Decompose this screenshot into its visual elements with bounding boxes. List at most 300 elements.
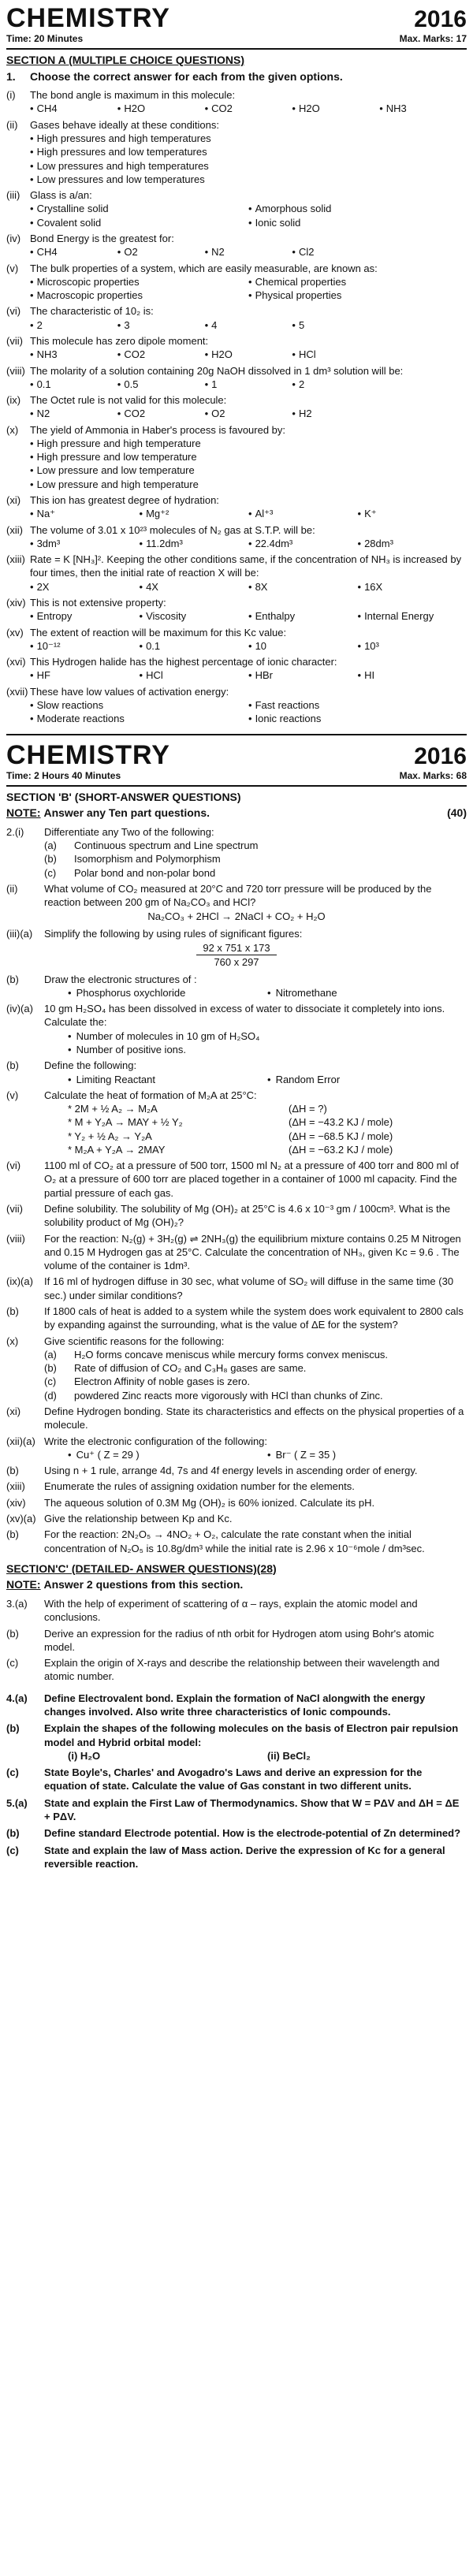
sub-number: (a) bbox=[44, 839, 57, 851]
paper-a-year: 2016 bbox=[414, 6, 467, 32]
mcq-option: • 5 bbox=[292, 318, 379, 332]
reaction: * M₂A + Y₂A → 2MAY bbox=[68, 1143, 166, 1156]
question-2-xii-b bbox=[6, 1464, 467, 1477]
mcq-text: The bond angle is maximum in this molecule: bbox=[30, 89, 236, 102]
mcq-option: • Na⁺ bbox=[30, 507, 140, 520]
question-number: (viii) bbox=[6, 1232, 25, 1245]
paper-a-meta bbox=[6, 32, 467, 50]
mcq-option: • HF bbox=[30, 668, 140, 682]
mcq-text: Glass is a/an: bbox=[30, 189, 92, 202]
mcq-option: • 3dm³ bbox=[30, 537, 140, 550]
mcq-number: (vii) bbox=[6, 334, 23, 347]
sub-part bbox=[6, 839, 467, 852]
question-text: Simplify the following by using rules of significant figures: bbox=[44, 927, 303, 940]
mcq-option: • Low pressures and low temperatures bbox=[30, 173, 467, 186]
question-2-xiv bbox=[6, 1496, 467, 1509]
question-text: Differentiate any Two of the following: bbox=[44, 825, 214, 838]
question-text: For the reaction: 2N₂O₅ → 4NO₂ + O₂, calculate the rate constant when the initial concentration of N₂O₅ is 10.8g/dm³ while the initial rate is 2.96 x 10⁻⁶mole / dm³sec. bbox=[44, 1528, 425, 1554]
question-2-iv-a bbox=[6, 1002, 467, 1029]
question-3-b bbox=[6, 1627, 467, 1655]
reaction-row bbox=[68, 1143, 467, 1156]
mcq-option: • Slow reactions bbox=[30, 698, 248, 712]
question-number: (b) bbox=[6, 1528, 19, 1541]
bullet-pair bbox=[6, 986, 467, 1000]
question-2-xv-a bbox=[6, 1512, 467, 1525]
mcq-option: • 10 bbox=[248, 639, 358, 653]
enthalpy: (ΔH = ?) bbox=[289, 1103, 327, 1115]
sub-text: Continuous spectrum and Line spectrum bbox=[74, 839, 259, 851]
question-2-iii-b bbox=[6, 973, 467, 986]
instruction-text: Choose the correct answer for each from the given options. bbox=[30, 69, 343, 83]
bullet-item: • Br⁻ ( Z = 35 ) bbox=[267, 1448, 467, 1461]
mcq-options bbox=[6, 609, 467, 623]
mcq-option: • K⁺ bbox=[358, 507, 467, 520]
question-number: (b) bbox=[6, 1722, 20, 1735]
mcq-option bbox=[379, 245, 467, 259]
mcq-option: • H2O bbox=[205, 348, 292, 361]
note-marks: (40) bbox=[447, 806, 467, 820]
mcq-option: • CH4 bbox=[30, 102, 117, 115]
sub-number: (c) bbox=[44, 1375, 57, 1388]
chemical-equation: Na₂CO₃ + 2HCl → 2NaCl + CO₂ + H₂O bbox=[147, 910, 326, 923]
reaction-list bbox=[6, 1102, 467, 1156]
question-2-ii bbox=[6, 882, 467, 910]
mcq-options bbox=[6, 537, 467, 550]
mcq-number: (xvii) bbox=[6, 685, 28, 698]
mcq-option: • H2O bbox=[117, 102, 205, 115]
mcq-option: • Ionic solid bbox=[248, 216, 467, 229]
fraction-numerator: 92 x 751 x 173 bbox=[196, 941, 276, 955]
question-number: (v) bbox=[6, 1089, 19, 1101]
question-text: 10 gm H₂SO₄ has been dissolved in excess of water to dissociate it completely into ions. Calculate the: bbox=[44, 1003, 445, 1029]
sub-number: (a) bbox=[44, 1348, 57, 1361]
question-3-c bbox=[6, 1656, 467, 1684]
question-2-ix-b bbox=[6, 1305, 467, 1332]
sub-text: powdered Zinc reacts more vigorously with HCl than chunks of Zinc. bbox=[74, 1389, 383, 1402]
question-number: (ii) bbox=[6, 882, 18, 895]
paper-b-header bbox=[6, 739, 467, 770]
mcq-option: • CO2 bbox=[117, 348, 205, 361]
question-5-c bbox=[6, 1844, 467, 1871]
question-number: (b) bbox=[6, 1305, 19, 1317]
question-text: The aqueous solution of 0.3M Mg (OH)₂ is 60% ionized. Calculate its pH. bbox=[44, 1496, 375, 1509]
question-number: (c) bbox=[6, 1844, 19, 1856]
enthalpy: (ΔH = −63.2 KJ / mole) bbox=[289, 1143, 393, 1156]
mcq-option: • 4 bbox=[205, 318, 292, 332]
sub-number: (b) bbox=[44, 853, 57, 865]
question-text: Give scientific reasons for the following: bbox=[44, 1335, 225, 1347]
mcq-text: This ion has greatest degree of hydration: bbox=[30, 494, 219, 507]
sub-number: (c) bbox=[44, 866, 57, 879]
mcq-option: • 0.5 bbox=[117, 378, 205, 391]
molecule-item: (ii) BeCl₂ bbox=[267, 1749, 311, 1762]
sub-number: (d) bbox=[44, 1389, 57, 1402]
mcq-options bbox=[6, 639, 467, 653]
mcq-question bbox=[6, 188, 467, 202]
mcq-text: The molarity of a solution containing 20g NaOH dissolved in 1 dm³ solution will be: bbox=[30, 364, 404, 377]
question-text: Calculate the heat of formation of M₂A at 25°C: bbox=[44, 1089, 257, 1101]
mcq-option: • Covalent solid bbox=[30, 216, 248, 229]
question-2-vi bbox=[6, 1159, 467, 1200]
mcq-option: • HCl bbox=[292, 348, 379, 361]
mcq-option: • HI bbox=[358, 668, 467, 682]
question-2-ix-a bbox=[6, 1275, 467, 1302]
mcq-number: (xii) bbox=[6, 523, 23, 536]
enthalpy: (ΔH = −68.5 KJ / mole) bbox=[289, 1130, 393, 1142]
section-a-title: SECTION A (MULTIPLE CHOICE QUESTIONS) bbox=[6, 53, 245, 66]
question-2-iv-b bbox=[6, 1059, 467, 1072]
question-2-i bbox=[6, 825, 467, 839]
mcq-option: • Macroscopic properties bbox=[30, 288, 248, 302]
mcq-option: • Microscopic properties bbox=[30, 275, 248, 288]
mcq-option: • Crystalline solid bbox=[30, 202, 248, 215]
question-4-c bbox=[6, 1766, 467, 1793]
mcq-text: Bond Energy is the greatest for: bbox=[30, 232, 174, 244]
mcq-question bbox=[6, 393, 467, 407]
mcq-question bbox=[6, 88, 467, 102]
mcq-option: • 2 bbox=[292, 378, 379, 391]
mcq-option: • Ionic reactions bbox=[248, 712, 467, 725]
mcq-option: • CO2 bbox=[205, 102, 292, 115]
question-text: 1100 ml of CO₂ at a pressure of 500 torr, 1500 ml N₂ at a pressure of 400 torr and 800 ml of O₂ at a pressure of 600 torr are placed together in a container of 1000 ml capacity. Find the partial pressure of each gas. bbox=[44, 1160, 459, 1199]
paper-b-subject: CHEMISTRY bbox=[6, 739, 170, 770]
note-text: Answer 2 questions from this section. bbox=[43, 1578, 244, 1591]
mcq-option: • Amorphous solid bbox=[248, 202, 467, 215]
mcq-options bbox=[6, 698, 467, 726]
mcq-options bbox=[6, 580, 467, 594]
question-3-a bbox=[6, 1597, 467, 1625]
mcq-text: The bulk properties of a system, which are easily measurable, are known as: bbox=[30, 262, 378, 274]
fraction-denominator: 760 x 297 bbox=[214, 956, 259, 969]
mcq-option: • Enthalpy bbox=[248, 609, 358, 623]
mcq-option: • NH3 bbox=[30, 348, 117, 361]
mcq-options bbox=[6, 378, 467, 391]
mcq-option: • 10⁻¹² bbox=[30, 639, 140, 653]
section-c-note bbox=[6, 1577, 467, 1592]
mcq-options bbox=[6, 668, 467, 682]
mcq-options bbox=[6, 202, 467, 229]
question-number: 5.(a) bbox=[6, 1796, 28, 1809]
mcq-option: • Low pressures and high temperatures bbox=[30, 159, 467, 173]
mcq-option: • 10³ bbox=[358, 639, 467, 653]
question-number: (xiii) bbox=[6, 1480, 25, 1493]
bullet-pair bbox=[6, 1448, 467, 1461]
question-number: 4.(a) bbox=[6, 1692, 28, 1704]
sub-part bbox=[6, 1389, 467, 1402]
question-number: (xi) bbox=[6, 1405, 21, 1417]
question-number: (xii)(a) bbox=[6, 1435, 35, 1447]
question-2-xi bbox=[6, 1405, 467, 1432]
mcq-question bbox=[6, 626, 467, 639]
mcq-text: The volume of 3.01 x 10²³ molecules of N₂ gas at S.T.P. will be: bbox=[30, 523, 315, 536]
sub-text: H₂O forms concave meniscus while mercury forms convex meniscus. bbox=[74, 1348, 389, 1361]
bullet-item: • Phosphorus oxychloride bbox=[68, 986, 267, 1000]
mcq-text: The characteristic of 10₂ is: bbox=[30, 305, 154, 318]
mcq-option: • 0.1 bbox=[30, 378, 117, 391]
paper-b-marks: Max. Marks: 68 bbox=[399, 769, 467, 781]
mcq-text: This is not extensive property: bbox=[30, 597, 166, 609]
question-text: Enumerate the rules of assigning oxidation number for the elements. bbox=[44, 1480, 355, 1493]
question-number: (b) bbox=[6, 1465, 19, 1477]
mcq-option: • 2 bbox=[30, 318, 117, 332]
sub-text: Rate of diffusion of CO₂ and C₃H₈ gases are same. bbox=[74, 1362, 307, 1375]
reaction-row bbox=[68, 1115, 467, 1129]
question-2-xv-b bbox=[6, 1528, 467, 1555]
enthalpy: (ΔH = −43.2 KJ / mole) bbox=[289, 1116, 393, 1129]
reaction-row bbox=[68, 1102, 467, 1115]
question-text: For the reaction: N₂(g) + 3H₂(g) ⇌ 2NH₃(g) the equilibrium mixture contains 0.25 M Nitrogen and 0.15 M Hydrogen gas at 25°C. Calculate the concentration of NH₃, given Kc = 9.6 . The volume of the container is 1dm³. bbox=[44, 1232, 461, 1272]
mcq-number: (ii) bbox=[6, 118, 18, 131]
mcq-question bbox=[6, 655, 467, 668]
mcq-option: • 28dm³ bbox=[358, 537, 467, 550]
mcq-text: The yield of Ammonia in Haber's process is favoured by: bbox=[30, 423, 286, 436]
mcq-option: • Moderate reactions bbox=[30, 712, 248, 725]
bullet-item: • Limiting Reactant bbox=[68, 1073, 267, 1086]
mcq-question bbox=[6, 523, 467, 537]
mcq-option: • 22.4dm³ bbox=[248, 537, 358, 550]
section-c-title: SECTION'C' (DETAILED- ANSWER QUESTIONS)(28) bbox=[6, 1562, 277, 1575]
mcq-text: These have low values of activation energy: bbox=[30, 685, 229, 698]
question-text: Explain the origin of X-rays and describe the relationship between their wavelength and atomic number. bbox=[44, 1657, 440, 1683]
note-label: NOTE: bbox=[6, 806, 41, 820]
sub-part bbox=[6, 1348, 467, 1361]
mcq-option: • 1 bbox=[205, 378, 292, 391]
mcq-text: Rate = K [NH₃]². Keeping the other conditions same, if the concentration of NH₃ is increased by four times, then the initial rate of reaction X will be: bbox=[30, 553, 462, 579]
mcq-question bbox=[6, 685, 467, 698]
mcq-option: • H2 bbox=[292, 407, 379, 420]
mcq-list bbox=[6, 88, 467, 725]
question-number: (iv)(a) bbox=[6, 1003, 33, 1015]
mcq-number: (x) bbox=[6, 423, 19, 436]
sub-text: Electron Affinity of noble gases is zero. bbox=[74, 1375, 251, 1388]
question-text: State Boyle's, Charles' and Avogadro's Laws and derive an expression for the equation of state. Calculate the value of Gas constant in two different units. bbox=[44, 1766, 423, 1792]
question-text: With the help of experiment of scattering of α – rays, explain the atomic model and conclusions. bbox=[44, 1598, 418, 1624]
mcq-option: • Low pressure and high temperature bbox=[30, 478, 467, 491]
note-label: NOTE: bbox=[6, 1578, 41, 1591]
mcq-number: (i) bbox=[6, 89, 16, 102]
question-text: Using n + 1 rule, arrange 4d, 7s and 4f energy levels in ascending order of energy. bbox=[44, 1465, 418, 1477]
mcq-option: • Cl2 bbox=[292, 245, 379, 259]
question-text: If 1800 cals of heat is added to a system while the system does work equivalent to 2800 cals by expanding against the surrounding, what is the value of ΔE for the system? bbox=[44, 1305, 464, 1331]
sub-part bbox=[6, 1361, 467, 1375]
mcq-option: • CH4 bbox=[30, 245, 117, 259]
sub-part bbox=[6, 866, 467, 880]
mcq-option: • 16X bbox=[358, 580, 467, 594]
mcq-option: • Al⁺³ bbox=[248, 507, 358, 520]
question-text: Define Hydrogen bonding. State its characteristics and effects on the physical properties of a molecule. bbox=[44, 1405, 464, 1431]
mcq-text: Gases behave ideally at these conditions: bbox=[30, 118, 219, 131]
mcq-options bbox=[6, 132, 467, 186]
mcq-options bbox=[6, 318, 467, 332]
mcq-option bbox=[379, 318, 467, 332]
question-number: (vii) bbox=[6, 1203, 23, 1215]
reaction-row bbox=[68, 1130, 467, 1143]
question-text: Draw the electronic structures of : bbox=[44, 973, 197, 985]
question-text: State and explain the law of Mass action. Derive the expression of Kc for a general reversible reaction. bbox=[44, 1844, 445, 1870]
mcq-option: • High pressure and high temperature bbox=[30, 437, 467, 450]
mcq-question bbox=[6, 364, 467, 378]
mcq-option: • CO2 bbox=[117, 407, 205, 420]
reaction: * Y₂ + ½ A₂ → Y₂A bbox=[68, 1130, 152, 1142]
mcq-option: • Fast reactions bbox=[248, 698, 467, 712]
question-text: Explain the shapes of the following molecules on the basis of Electron pair repulsion model and Hybrid orbital model: bbox=[44, 1722, 459, 1748]
fraction-expression bbox=[6, 940, 467, 970]
question-number: (b) bbox=[6, 1627, 19, 1640]
mcq-option: • Mg⁺² bbox=[140, 507, 249, 520]
mcq-option: • Internal Energy bbox=[358, 609, 467, 623]
mcq-option: • 0.1 bbox=[140, 639, 249, 653]
mcq-option: • Viscosity bbox=[140, 609, 249, 623]
mcq-number: (ix) bbox=[6, 394, 21, 407]
question-5-b bbox=[6, 1826, 467, 1840]
question-text: Define Electrovalent bond. Explain the formation of NaCl alongwith the energy changes involved. Also write three characteristics of Ionic compounds. bbox=[44, 1692, 426, 1718]
mcq-option: • 4X bbox=[140, 580, 249, 594]
question-text: If 16 ml of hydrogen diffuse in 30 sec, what volume of SO₂ will diffuse in the same time (30 sec.) under similar conditions? bbox=[44, 1275, 454, 1301]
reaction: * M + Y₂A → MAY + ½ Y₂ bbox=[68, 1116, 183, 1129]
paper-a-header bbox=[6, 5, 467, 32]
paper-a-marks: Max. Marks: 17 bbox=[399, 33, 467, 44]
instruction-number: 1. bbox=[6, 69, 16, 83]
question-text: Define solubility. The solubility of Mg (OH)₂ at 25°C is 4.6 x 10⁻³ gm / 100cm³. What is the solubility product of Mg (OH)₂? bbox=[44, 1203, 451, 1229]
mcq-option: • Low pressure and low temperature bbox=[30, 463, 467, 477]
bullet-pair bbox=[6, 1073, 467, 1086]
mcq-option: • 8X bbox=[248, 580, 358, 594]
question-number: (ix)(a) bbox=[6, 1275, 33, 1288]
mcq-options bbox=[6, 245, 467, 259]
mcq-number: (v) bbox=[6, 262, 19, 274]
mcq-option: • NH3 bbox=[379, 102, 467, 115]
mcq-number: (viii) bbox=[6, 364, 25, 377]
mcq-option: • High pressure and low temperature bbox=[30, 450, 467, 463]
question-2-viii bbox=[6, 1232, 467, 1273]
question-number: (x) bbox=[6, 1335, 19, 1347]
section-a-instruction bbox=[6, 69, 467, 84]
question-2-xii-a bbox=[6, 1435, 467, 1448]
question-text: Give the relationship between Kp and Kc. bbox=[44, 1512, 233, 1524]
sub-text: Polar bond and non-polar bond bbox=[74, 866, 216, 879]
question-4-a bbox=[6, 1692, 467, 1719]
paper-b-meta bbox=[6, 769, 467, 787]
question-text: Write the electronic configuration of the following: bbox=[44, 1435, 268, 1447]
molecule-pair bbox=[6, 1749, 467, 1763]
mcq-number: (xi) bbox=[6, 494, 21, 507]
question-text: Define standard Electrode potential. How is the electrode-potential of Zn determined? bbox=[44, 1827, 461, 1840]
mcq-option: • 2X bbox=[30, 580, 140, 594]
mcq-option: • HBr bbox=[248, 668, 358, 682]
mcq-option: • O2 bbox=[117, 245, 205, 259]
mcq-options bbox=[6, 348, 467, 361]
bullet-item: • Random Error bbox=[267, 1073, 467, 1086]
mcq-option: • N2 bbox=[205, 245, 292, 259]
question-number: (b) bbox=[6, 973, 19, 985]
mcq-option: • High pressures and high temperatures bbox=[30, 132, 467, 145]
question-text: Define the following: bbox=[44, 1059, 137, 1072]
mcq-option bbox=[379, 378, 467, 391]
question-number: (xiv) bbox=[6, 1496, 26, 1509]
molecule-item: (i) H₂O bbox=[68, 1749, 101, 1762]
bullet-item: • Number of molecules in 10 gm of H₂SO₄ bbox=[6, 1029, 467, 1043]
mcq-option: • Entropy bbox=[30, 609, 140, 623]
mcq-question bbox=[6, 262, 467, 275]
mcq-number: (xvi) bbox=[6, 656, 26, 668]
question-text: Derive an expression for the radius of nth orbit for Hydrogen atom using Bohr's atomic model. bbox=[44, 1627, 434, 1653]
bullet-item: • Number of positive ions. bbox=[6, 1043, 467, 1056]
question-4-b bbox=[6, 1722, 467, 1749]
mcq-question bbox=[6, 334, 467, 348]
question-number: (b) bbox=[6, 1827, 20, 1840]
mcq-option: • HCl bbox=[140, 668, 249, 682]
paper-b-time: Time: 2 Hours 40 Minutes bbox=[6, 769, 121, 781]
mcq-question bbox=[6, 423, 467, 437]
question-number: (b) bbox=[6, 1059, 19, 1072]
mcq-option: • N2 bbox=[30, 407, 117, 420]
sub-number: (b) bbox=[44, 1362, 57, 1375]
question-number: 2.(i) bbox=[6, 825, 24, 838]
sub-part bbox=[6, 852, 467, 865]
mcq-number: (xiv) bbox=[6, 597, 26, 609]
mcq-options bbox=[6, 507, 467, 520]
reaction: * 2M + ½ A₂ → M₂A bbox=[68, 1103, 158, 1115]
mcq-number: (vi) bbox=[6, 305, 21, 318]
mcq-option: • 3 bbox=[117, 318, 205, 332]
mcq-option bbox=[379, 407, 467, 420]
mcq-option: • 11.2dm³ bbox=[140, 537, 249, 550]
mcq-text: The extent of reaction will be maximum for this Kc value: bbox=[30, 626, 287, 638]
mcq-text: This Hydrogen halide has the highest percentage of ionic character: bbox=[30, 656, 337, 668]
divider bbox=[6, 734, 467, 735]
question-5-a bbox=[6, 1796, 467, 1824]
sub-text: Isomorphism and Polymorphism bbox=[74, 853, 221, 865]
question-number: 3.(a) bbox=[6, 1598, 28, 1610]
mcq-text: The Octet rule is not valid for this molecule: bbox=[30, 394, 227, 407]
paper-a-time: Time: 20 Minutes bbox=[6, 33, 84, 44]
question-2-x bbox=[6, 1335, 467, 1348]
question-number: (iii)(a) bbox=[6, 927, 33, 940]
mcq-number: (xiii) bbox=[6, 553, 25, 566]
mcq-options bbox=[6, 407, 467, 420]
paper-a-subject: CHEMISTRY bbox=[6, 3, 170, 33]
mcq-option: • O2 bbox=[205, 407, 292, 420]
mcq-question bbox=[6, 304, 467, 318]
mcq-question bbox=[6, 118, 467, 132]
mcq-option bbox=[379, 348, 467, 361]
question-number: (xv)(a) bbox=[6, 1512, 36, 1524]
question-2-iii-a bbox=[6, 927, 467, 940]
section-b-title: SECTION 'B' (SHORT-ANSWER QUESTIONS) bbox=[6, 790, 241, 803]
mcq-number: (iv) bbox=[6, 232, 21, 244]
bullet-item: • Nitromethane bbox=[267, 986, 467, 1000]
bullet-item: • Cu⁺ ( Z = 29 ) bbox=[68, 1448, 267, 1461]
mcq-option: • Physical properties bbox=[248, 288, 467, 302]
mcq-options bbox=[6, 437, 467, 491]
mcq-number: (xv) bbox=[6, 626, 24, 638]
mcq-question bbox=[6, 596, 467, 609]
mcq-question bbox=[6, 553, 467, 580]
mcq-options bbox=[6, 102, 467, 115]
mcq-options bbox=[6, 275, 467, 303]
mcq-option: • Chemical properties bbox=[248, 275, 467, 288]
mcq-text: This molecule has zero dipole moment: bbox=[30, 334, 209, 347]
question-number: (vi) bbox=[6, 1160, 21, 1172]
question-text: What volume of CO₂ measured at 20°C and 720 torr pressure will be produced by the reaction between 200 gm of Na₂CO₃ and HCl? bbox=[44, 882, 432, 909]
mcq-option: • High pressures and low temperatures bbox=[30, 145, 467, 158]
question-text: State and explain the First Law of Thermodynamics. Show that W = PΔV and ΔH = ΔE + PΔV. bbox=[44, 1796, 460, 1822]
question-2-v bbox=[6, 1089, 467, 1102]
note-text: Answer any Ten part questions. bbox=[43, 806, 210, 820]
paper-b-year: 2016 bbox=[414, 743, 467, 769]
question-number: (c) bbox=[6, 1766, 19, 1779]
question-number: (c) bbox=[6, 1657, 19, 1670]
